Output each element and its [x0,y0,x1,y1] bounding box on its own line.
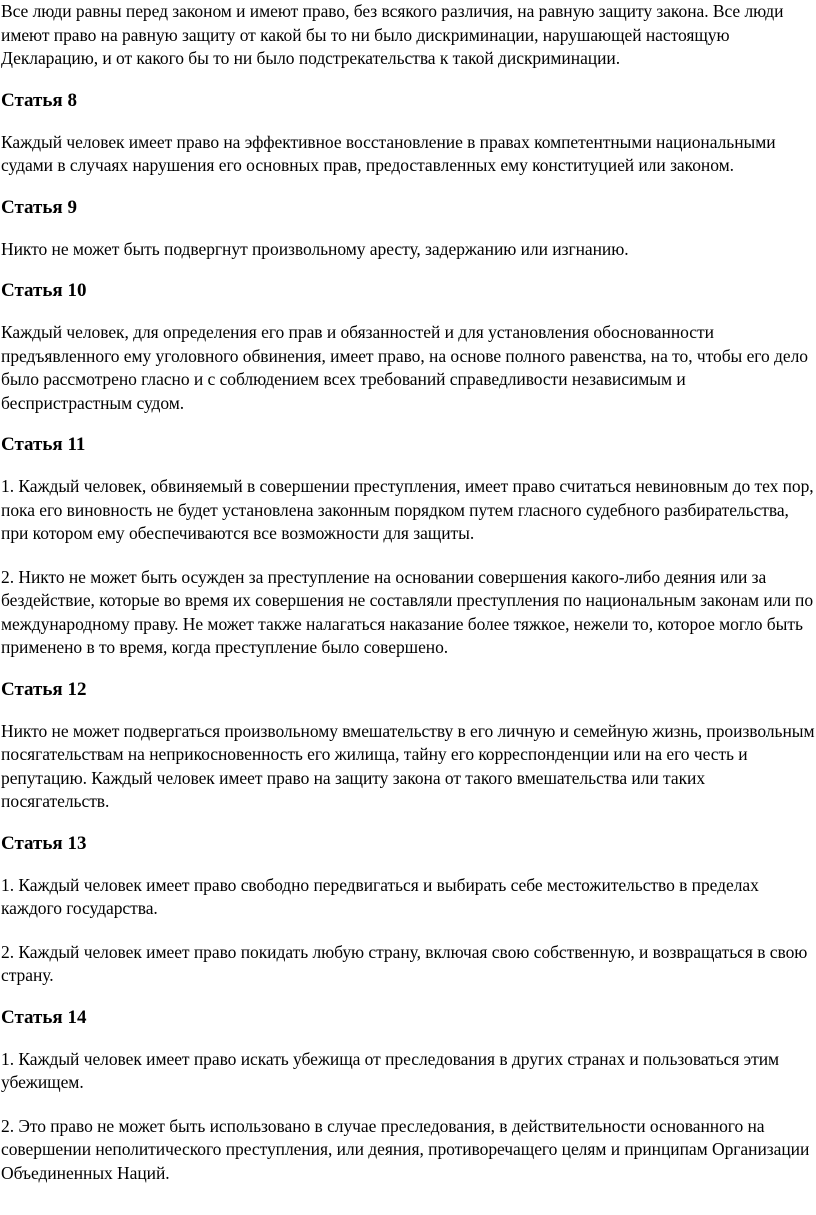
article-title: Статья 10 [1,280,87,301]
article-11 [1,433,815,660]
article-paragraph: Никто не может быть подвергнут произвольному аресту, задержанию или изгнанию. [1,238,629,259]
intro-paragraph: Все люди равны перед законом и имеют право, без всякого различия, на равную защиту закона. Все люди имеют право на равную защиту от какой бы то ни было дискриминации, нарушающей настоящую Декларацию, и от какого бы то ни было подстрекательства к такой дискриминации. [1,1,784,68]
article-title: Статья 12 [1,678,87,700]
article-10 [1,279,815,415]
article-title: Статья 9 [1,196,77,218]
article-8 [1,89,815,178]
article-title: Статья 8 [1,89,77,111]
article-paragraph: 1. Каждый человек имеет право свободно передвигаться и выбирать себе местожительство в пределах каждого государства. [1,874,759,918]
article-paragraph: 2. Каждый человек имеет право покидать любую страну, включая свою собственную, и возвращаться в свою страну. [1,941,808,985]
article-title: Статья 14 [1,1006,87,1028]
article-paragraph: 1. Каждый человек имеет право искать убежища от преследования в других странах и пользоваться этим убежищем. [1,1048,780,1092]
article-paragraph: 2. Это право не может быть использовано в случае преследования, в действительности основанного на совершении неполитического преступления, или деяния, противоречащего целям и принципам Организации Объединенных Наций. [1,1115,810,1183]
article-paragraph: 2. Никто не может быть осужден за преступление на основании совершения какого-либо деяния или за бездействие, которые во время их совершения не составляли преступления по национальным законам или по международному праву. Не может также налагаться наказание более тяжкое, нежели то, которое могло быть применено в то время, когда преступление было совершено. [1,566,814,657]
article-paragraph: 1. Каждый человек, обвиняемый в совершении преступления, имеет право считаться невиновным до тех пор, пока его виновность не будет установлена законным порядком путем гласного судебного разбирательства, при котором ему обеспечиваются все возможности для защиты. [1,476,814,543]
article-9 [1,196,815,262]
article-12 [1,678,815,814]
article-paragraph: Каждый человек, для определения его прав и обязанностей и для установления обоснованности предъявленного ему уголовного обвинения, имеет право, на основе полного равенства, на то, чтобы его дело было рассмотрено гласно и с соблюдением всех требований справедливости независимым и беспристрастным судом. [1,322,808,413]
article-title: Статья 11 [1,434,86,455]
article-title: Статья 13 [1,832,87,854]
article-14 [1,1006,815,1186]
article-paragraph: Каждый человек имеет право на эффективное восстановление в правах компетентными национальными судами в случаях нарушения его основных прав, предоставленных ему конституцией или законом. [1,131,776,175]
article-paragraph: Никто не может подвергаться произвольному вмешательству в его личную и семейную жизнь, произвольным посягательствам на неприкосновенность его жилища, тайну его корреспонденции или на его честь и репутацию. Каждый человек имеет право на защиту закона от такого вмешательства или таких посягательств. [1,720,815,811]
article-13 [1,832,815,988]
